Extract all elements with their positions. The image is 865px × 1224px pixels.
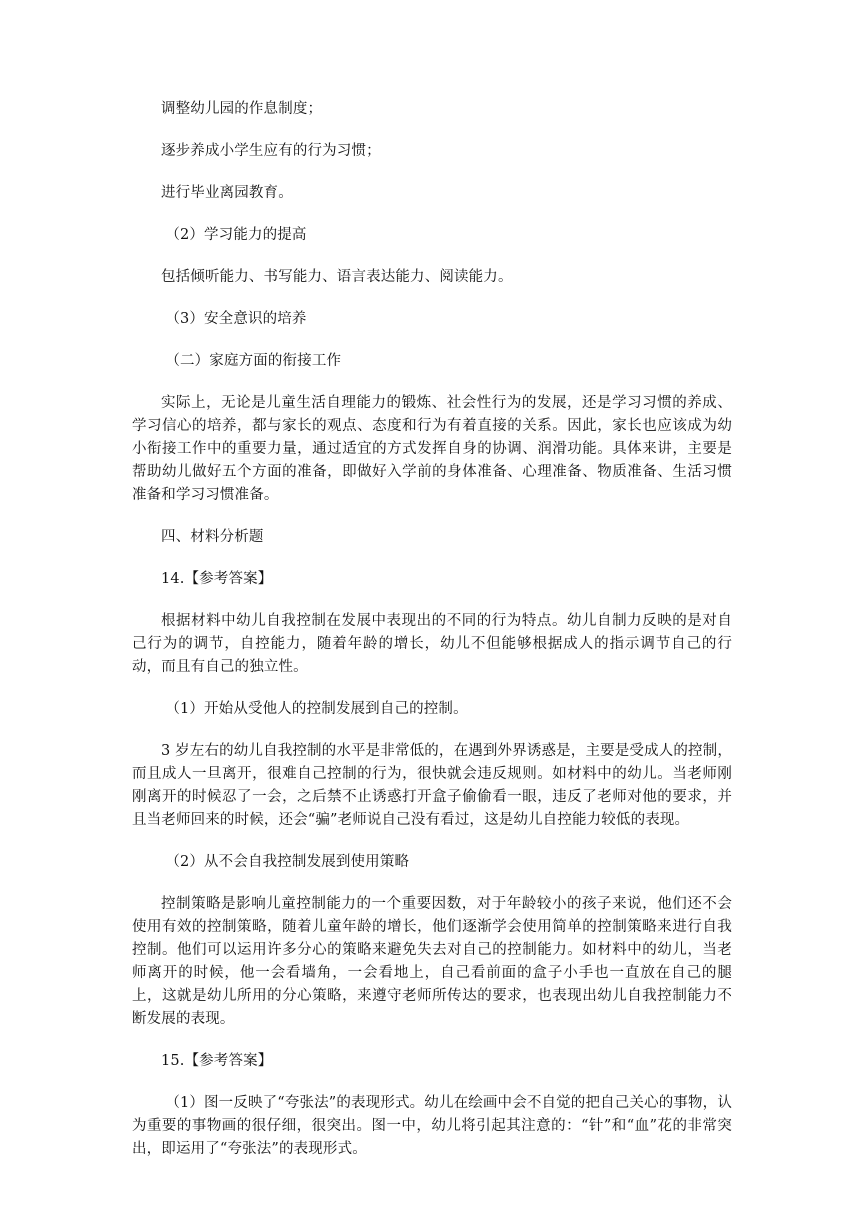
paragraph-family-role: 实际上，无论是儿童生活自理能力的锻炼、社会性行为的发展，还是学习习惯的养成、学习信心的培养，都与家长的观点、态度和行为有着直接的关系。因此，家长也应该成为幼小衔接工作中的重要力量，通过适宜的方式发挥自身的协调、润滑功能。具体来讲，主要是帮助幼儿做好五个方面的准备，即做好入学前的身体准备、心理准备、物质准备、生活习惯准备和学习习惯准备。	[132, 395, 732, 503]
heading-answer-15: 15.【参考答案】	[161, 1053, 273, 1069]
document-body	[132, 98, 732, 1161]
heading-control-development-2: （2）从不会自我控制发展到使用策略	[165, 854, 410, 870]
paragraph-learning-abilities: 包括倾听能力、书写能力、语言表达能力、阅读能力。	[161, 269, 513, 285]
heading-answer-14: 14.【参考答案】	[161, 571, 273, 587]
heading-learning-ability: （2）学习能力的提高	[165, 227, 307, 243]
paragraph-schedule-adjustment: 调整幼儿园的作息制度；	[161, 101, 323, 117]
heading-control-development-1: （1）开始从受他人的控制发展到自己的控制。	[165, 701, 468, 717]
heading-material-analysis: 四、材料分析题	[161, 529, 264, 545]
paragraph-behavior-habits: 逐步养成小学生应有的行为习惯；	[161, 143, 381, 159]
heading-family-transition: （二）家庭方面的衔接工作	[165, 353, 342, 369]
paragraph-age-three-control: 3 岁左右的幼儿自我控制的水平是非常低的，在遇到外界诱惑是，主要是受成人的控制，而且成人一旦离开，很难自己控制的行为，很快就会违反规则。如材料中的幼儿。当老师刚刚离开的时候忍了一会，之后禁不止诱惑打开盒子偷偷看一眼，违反了老师对他的要求，并且当老师回来的时候，还会“骗”老师说自己没有看过，这是幼儿自控能力较低的表现。	[132, 743, 732, 828]
paragraph-exaggeration-method: （1）图一反映了“夸张法”的表现形式。幼儿在绘画中会不自觉的把自己关心的事物，认为重要的事物画的很仔细，很突出。图一中，幼儿将引起其注意的：“针”和“血”花的非常突出，即运用了“夸张法”的表现形式。	[132, 1095, 732, 1157]
heading-safety-awareness: （3）安全意识的培养	[165, 311, 307, 327]
paragraph-self-control-intro: 根据材料中幼儿自我控制在发展中表现出的不同的行为特点。幼儿自制力反映的是对自己行为的调节，自控能力，随着年龄的增长，幼儿不但能够根据成人的指示调节自己的行动，而且有自己的独立性。	[132, 613, 732, 675]
paragraph-control-strategy: 控制策略是影响儿童控制能力的一个重要因数，对于年龄较小的孩子来说，他们还不会使用有效的控制策略，随着儿童年龄的增长，他们逐渐学会使用简单的控制策略来进行自我控制。他们可以运用许多分心的策略来避免失去对自己的控制能力。如材料中的幼儿，当老师离开的时候，他一会看墙角，一会看地上，自己看前面的盒子小手也一直放在自己的腿上，这就是幼儿所用的分心策略，来遵守老师所传达的要求，也表现出幼儿自我控制能力不断发展的表现。	[132, 896, 732, 1027]
paragraph-graduation-education: 进行毕业离园教育。	[161, 185, 293, 201]
